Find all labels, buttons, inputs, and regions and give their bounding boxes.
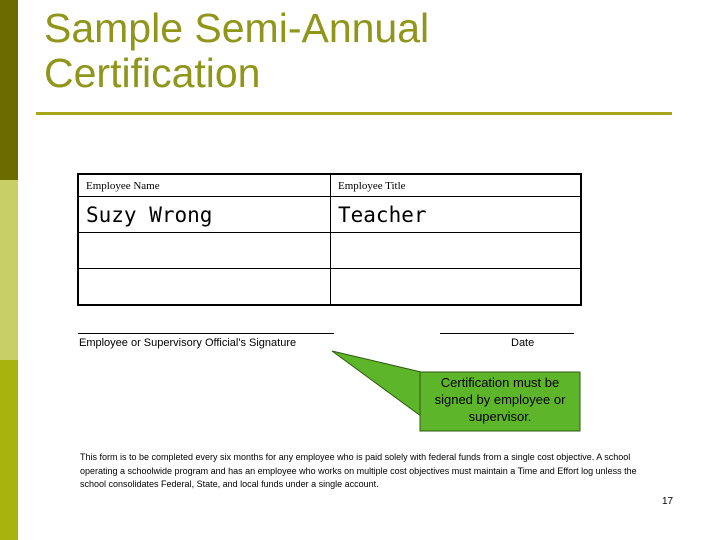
date-label: Date [511,337,535,349]
form-instructions-note: This form is to be completed every six months for any employee who is paid solely with federal funds from a single cost objective. A school operating a schoolwide program and has an employee who works on multiple cost objectives must maintain a Time and Effort log unless the school consolidates Federal, State, and local funds under a single account. [80,452,637,489]
title-line-2: Certification [44,50,261,96]
employee-title-value: Teacher [331,197,582,233]
employee-title-header: Employee Title [331,174,582,197]
employee-name-value: Suzy Wrong [78,197,331,233]
callout-text: Certification must be signed by employee or supervisor. [434,375,566,424]
signature-label: Employee or Supervisory Official's Signature [79,337,297,349]
page-number: 17 [662,496,674,507]
employee-name-header: Employee Name [78,174,331,197]
title-line-1: Sample Semi-Annual [44,5,430,51]
